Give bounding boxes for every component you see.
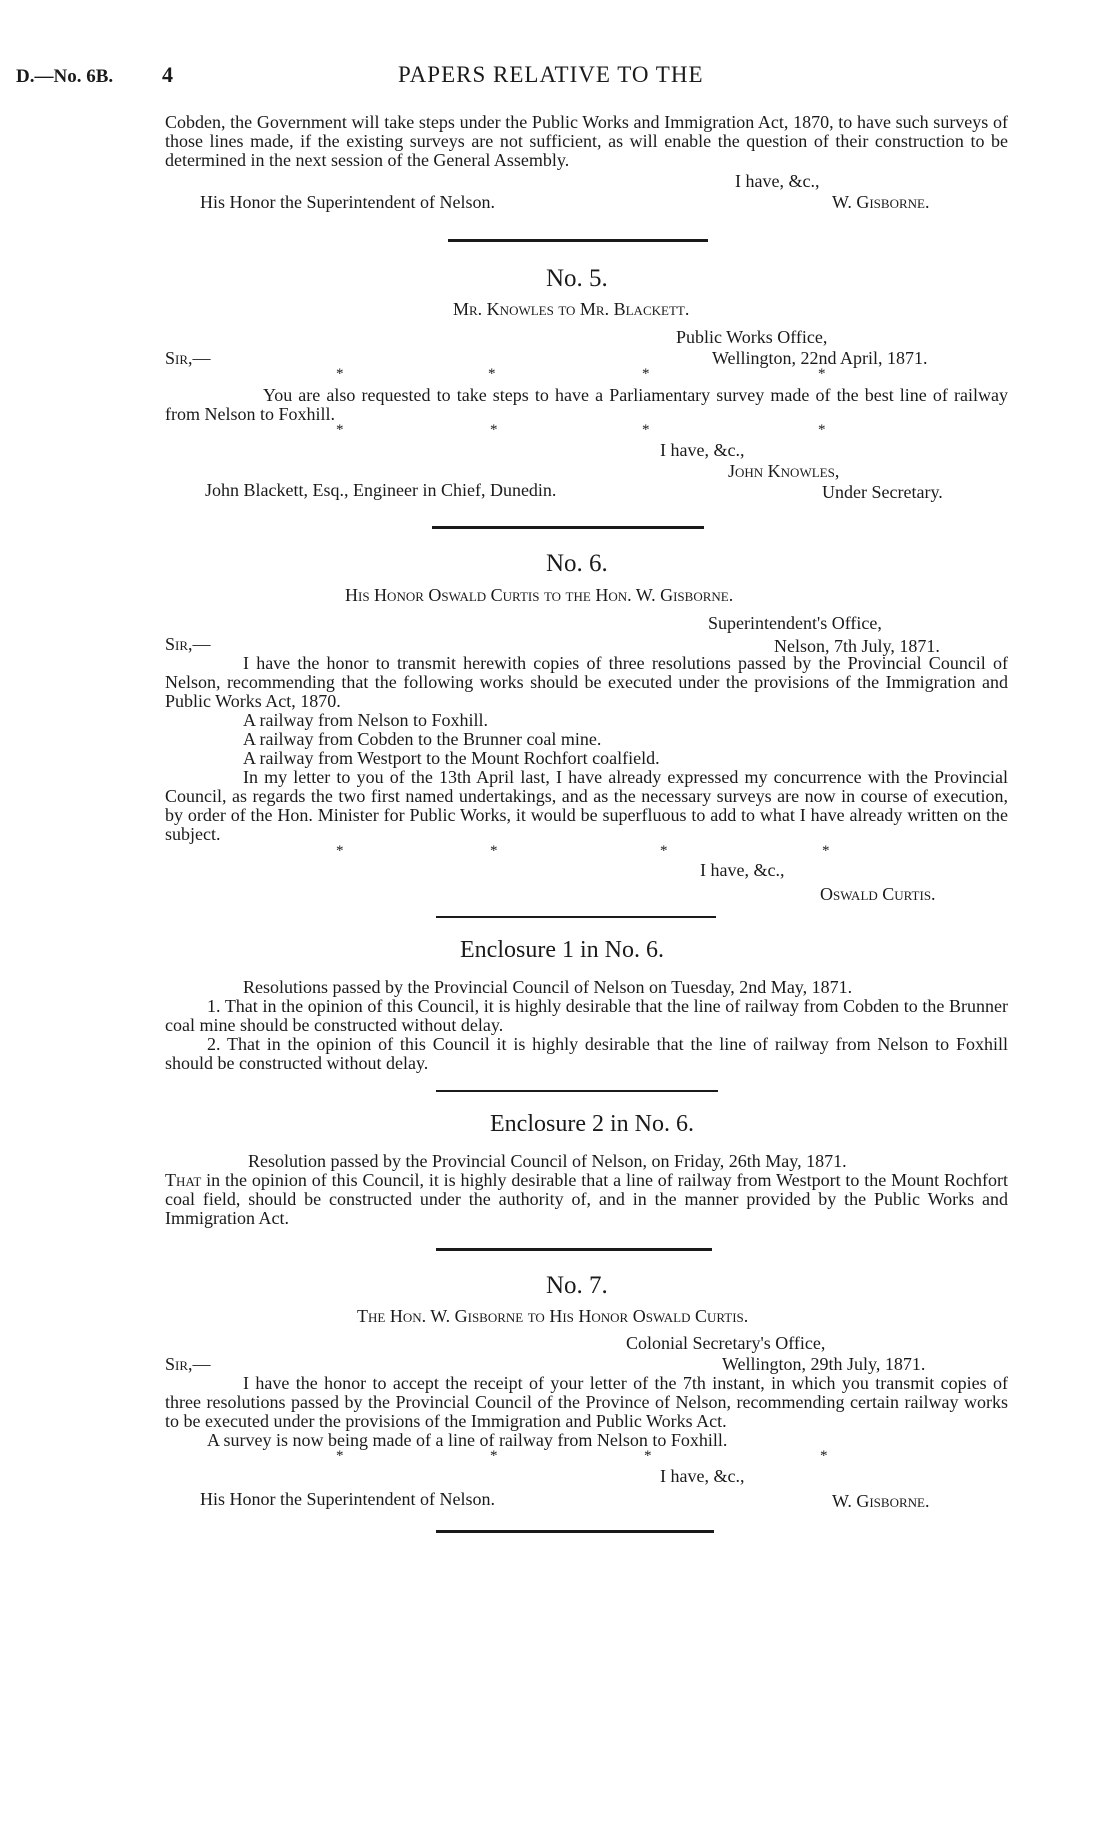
asterisk-mark: * bbox=[644, 1448, 652, 1464]
no5-salutation: Sir,— bbox=[165, 348, 211, 368]
no7-heading: No. 7. bbox=[546, 1272, 608, 1299]
asterisk-mark: * bbox=[336, 1448, 344, 1464]
no7-office: Colonial Secretary's Office, bbox=[626, 1333, 826, 1353]
document-reference: D.—No. 6B. bbox=[16, 66, 114, 87]
no5-heading: No. 5. bbox=[546, 265, 608, 292]
no7-body: I have the honor to accept the receipt of your letter of the 7th instant, in which you transmit copies of three resolutions passed by the Provincial Council of the Province of Nelson, recommending certain railway works to be executed under the provisions of the Immigration and Public Works Act. bbox=[165, 1373, 1008, 1431]
no7-signature: W. Gisborne. bbox=[832, 1491, 930, 1511]
enc2-lead-word: That bbox=[165, 1170, 202, 1190]
no5-place-date: Wellington, 22nd April, 1871. bbox=[712, 348, 928, 368]
no5-body: You are also requested to take steps to have a Parliamentary survey made of the best line of railway from Nelson to Foxhill. bbox=[165, 385, 1008, 424]
no7-place-date: Wellington, 29th July, 1871. bbox=[722, 1354, 926, 1374]
section-divider bbox=[436, 1090, 718, 1092]
asterisk-mark: * bbox=[818, 422, 826, 438]
asterisk-mark: * bbox=[660, 843, 668, 859]
asterisk-mark: * bbox=[336, 843, 344, 859]
no7-addressee: His Honor the Superintendent of Nelson. bbox=[200, 1489, 495, 1509]
asterisk-mark: * bbox=[336, 422, 344, 438]
enc1-resolution-1: 1. That in the opinion of this Council, it is highly desirable that the line of railway from Cobden to the Brunner coal mine should be constructed without delay. bbox=[165, 996, 1008, 1035]
no6-heading: No. 6. bbox=[546, 550, 608, 577]
intro-closing: I have, &c., bbox=[735, 171, 820, 191]
asterisk-mark: * bbox=[490, 843, 498, 859]
no6-body-1: I have the honor to transmit herewith copies of three resolutions passed by the Provincial Council of Nelson, recommending that the following works should be executed under the provisions of the Immigration and Public Works Act, 1870. bbox=[165, 653, 1008, 711]
section-divider bbox=[436, 1248, 712, 1251]
section-divider bbox=[436, 916, 716, 918]
page-number: 4 bbox=[162, 62, 173, 87]
asterisk-mark: * bbox=[822, 843, 830, 859]
enc1-heading: Enclosure 1 in No. 6. bbox=[460, 937, 664, 963]
enc2-intro: Resolution passed by the Provincial Council of Nelson, on Friday, 26th May, 1871. bbox=[248, 1151, 847, 1171]
intro-addressee: His Honor the Superintendent of Nelson. bbox=[200, 192, 495, 212]
no6-closing: I have, &c., bbox=[700, 860, 785, 880]
no5-closing: I have, &c., bbox=[660, 440, 745, 460]
no6-place-date: Nelson, 7th July, 1871. bbox=[774, 636, 940, 656]
section-divider bbox=[432, 526, 704, 529]
asterisk-mark: * bbox=[490, 422, 498, 438]
no6-item-3: A railway from Westport to the Mount Rochfort coalfield. bbox=[243, 748, 660, 768]
no6-item-1: A railway from Nelson to Foxhill. bbox=[243, 710, 488, 730]
no5-office: Public Works Office, bbox=[676, 327, 828, 347]
asterisk-mark: * bbox=[642, 422, 650, 438]
no6-from-to: His Honor Oswald Curtis to the Hon. W. Gisborne. bbox=[345, 585, 734, 605]
running-title: PAPERS RELATIVE TO THE bbox=[398, 62, 704, 87]
enc2-heading: Enclosure 2 in No. 6. bbox=[490, 1111, 694, 1137]
no6-body-2: In my letter to you of the 13th April last, I have already expressed my concurrence with the Provincial Council, as regards the two first named undertakings, and as the necessary surveys are now in course of execution, by order of the Hon. Minister for Public Works, it would be superfluous to add to what I have already written on the subject. bbox=[165, 767, 1008, 844]
asterisk-mark: * bbox=[488, 366, 496, 382]
asterisk-mark: * bbox=[490, 1448, 498, 1464]
asterisk-mark: * bbox=[642, 366, 650, 382]
intro-signature: W. Gisborne. bbox=[832, 192, 930, 212]
enc1-intro: Resolutions passed by the Provincial Council of Nelson on Tuesday, 2nd May, 1871. bbox=[243, 977, 853, 997]
end-divider bbox=[436, 1530, 714, 1533]
no6-signature: Oswald Curtis. bbox=[820, 884, 936, 904]
no7-body-2: A survey is now being made of a line of railway from Nelson to Foxhill. bbox=[207, 1430, 728, 1450]
no5-title: Under Secretary. bbox=[822, 482, 943, 502]
no5-signature: John Knowles, bbox=[728, 461, 840, 481]
no6-item-2: A railway from Cobden to the Brunner coal mine. bbox=[243, 729, 602, 749]
no6-salutation: Sir,— bbox=[165, 634, 211, 654]
no5-addressee: John Blackett, Esq., Engineer in Chief, Dunedin. bbox=[205, 480, 557, 500]
no7-closing: I have, &c., bbox=[660, 1466, 745, 1486]
no7-from-to: The Hon. W. Gisborne to His Honor Oswald Curtis. bbox=[357, 1306, 749, 1326]
enc2-resolution bbox=[165, 1171, 1008, 1228]
no7-salutation: Sir,— bbox=[165, 1354, 211, 1374]
asterisk-mark: * bbox=[336, 366, 344, 382]
enc1-resolution-2: 2. That in the opinion of this Council it is highly desirable that the line of railway from Nelson to Foxhill should be constructed without delay. bbox=[165, 1034, 1008, 1073]
no5-from-to: Mr. Knowles to Mr. Blackett. bbox=[453, 299, 690, 319]
intro-paragraph: Cobden, the Government will take steps under the Public Works and Immigration Act, 1870, to have such surveys of those lines made, if the existing surveys are not sufficient, as will enable the question of their construction to be determined in the next session of the General Assembly. bbox=[165, 112, 1008, 170]
no6-office: Superintendent's Office, bbox=[708, 613, 882, 633]
asterisk-mark: * bbox=[818, 366, 826, 382]
asterisk-mark: * bbox=[820, 1448, 828, 1464]
section-divider bbox=[448, 239, 708, 242]
enc2-resolution-text: in the opinion of this Council, it is highly desirable that a line of railway from Westport to the Mount Rochfort coal field, should be constructed under the authority of, and in the manner provided by the Public Works and Immigration Act. bbox=[165, 1170, 1008, 1228]
